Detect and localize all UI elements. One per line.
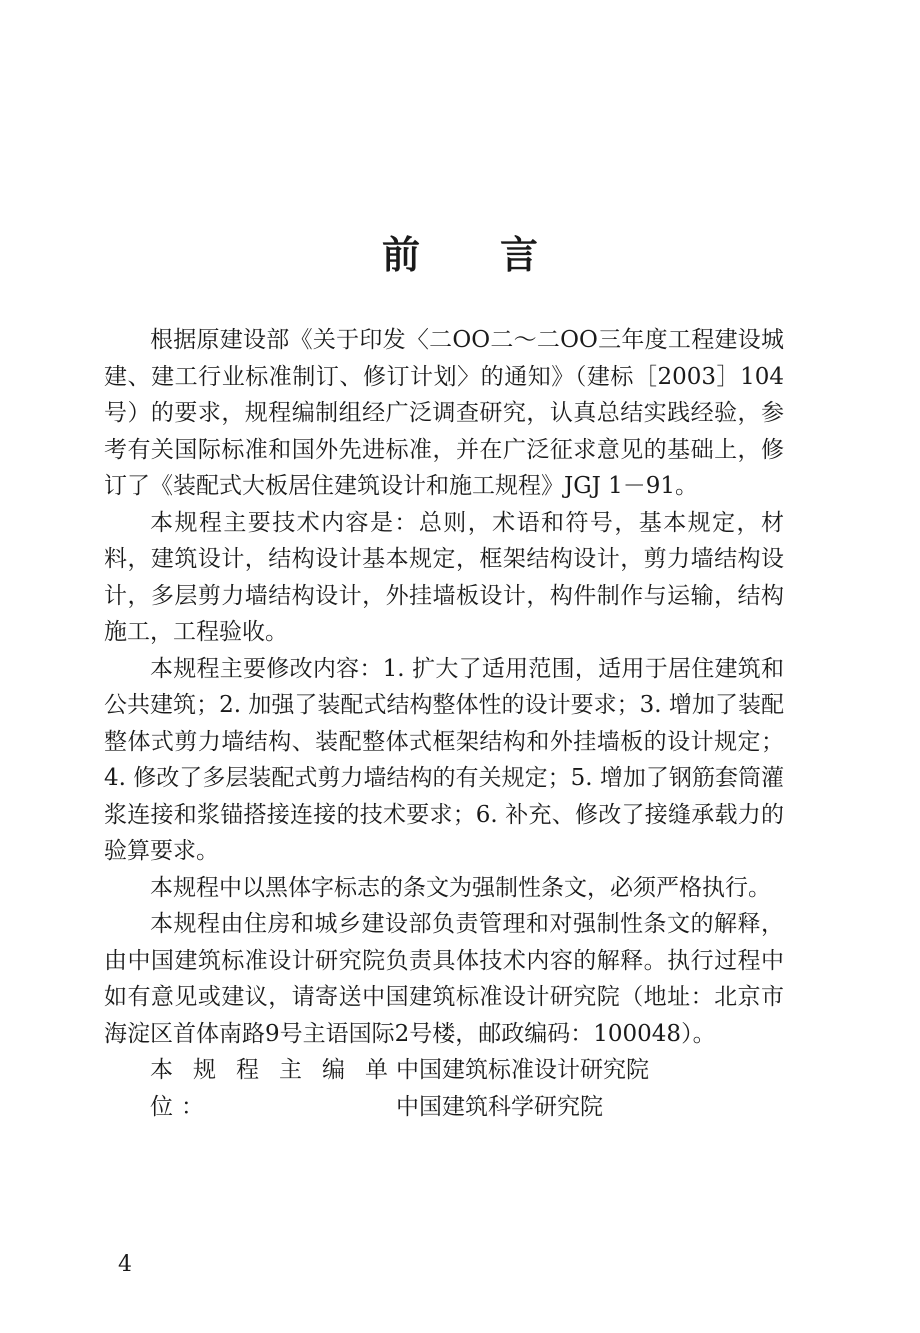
paragraph-management: 本规程由住房和城乡建设部负责管理和对强制性条文的解释，由中国建筑标准设计研究院负责具体技术内容的解释。执行过程中如有意见或建议，请寄送中国建筑标准设计研究院（地址：北京市海淀区首体南路9号主语国际2号楼，邮政编码：100048）。 xyxy=(104,911,784,1047)
chief-editors xyxy=(104,1052,784,1125)
paragraph-main-content: 本规程主要技术内容是：总则，术语和符号，基本规定，材料，建筑设计，结构设计基本规定，框架结构设计，剪力墙结构设计，多层剪力墙结构设计，外挂墙板设计，构件制作与运输，结构施工，工程验收。 xyxy=(104,509,784,645)
paragraph-revisions: 本规程主要修改内容：1. 扩大了适用范围，适用于居住建筑和公共建筑；2. 加强了装配式结构整体性的设计要求；3. 增加了装配整体式剪力墙结构、装配整体式框架结构和外挂墙板的设计规定；4. 修改了多层装配式剪力墙结构的有关规定；5. 增加了钢筋套筒灌浆连接和浆锚搭接连接的技术要求；6. 补充、修改了接缝承载力的验算要求。 xyxy=(104,655,784,864)
preface-body xyxy=(104,322,784,1125)
editor-unit-1: 中国建筑标准设计研究院 xyxy=(396,1057,649,1083)
page-number: 4 xyxy=(118,1252,132,1277)
paragraph-background: 根据原建设部《关于印发〈二OO二～二OO三年度工程建设城建、建工行业标准制订、修订计划〉的通知》（建标［2003］104号）的要求，规程编制组经广泛调查研究，认真总结实践经验，参考有关国际标准和国外先进标准，并在广泛征求意见的基础上，修订了《装配式大板居住建筑设计和施工规程》JGJ 1－91。 xyxy=(104,327,784,499)
title-char-2: 言 xyxy=(500,233,539,277)
title-char-1: 前 xyxy=(381,233,420,277)
editor-label: 本规程主编单位： xyxy=(150,1057,396,1120)
paragraph-mandatory-clauses: 本规程中以黑体字标志的条文为强制性条文，必须严格执行。 xyxy=(150,874,771,901)
page-title xyxy=(0,224,920,279)
editor-unit-2: 中国建筑科学研究院 xyxy=(396,1093,603,1120)
